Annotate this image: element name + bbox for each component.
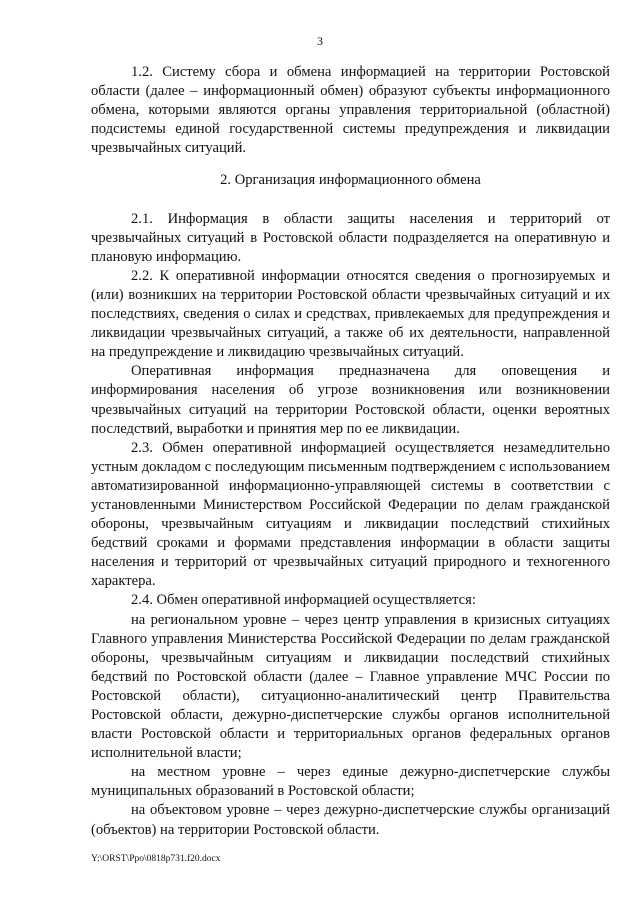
page-number: 3 — [317, 34, 323, 48]
paragraph-2-4: 2.4. Обмен оперативной информацией осуществляется: — [131, 592, 476, 609]
paragraph-2-2-operational: Оперативная информация предназначена для оповещения и информирования населения об угрозе возникновения или возникновении чрезвычайных ситуаций на территории Ростовской области, оценки вероятных последствий, выработки и принятия мер по ее ликвидации. — [91, 363, 610, 437]
paragraph-2-4-object: на объектовом уровне – через дежурно-диспетчерские службы организаций (объектов) на территории Ростовской области. — [91, 802, 610, 838]
document-body — [91, 63, 610, 840]
paragraph-2-4-local: на местном уровне – через единые дежурно-диспетчерские службы муниципальных образований в Ростовской области; — [91, 764, 610, 800]
paragraph-1-2: 1.2. Систему сбора и обмена информацией на территории Ростовской области (далее – информационный обмен) образуют субъекты информационного обмена, которыми являются органы управления территориальной (областной) подсистемы единой государственной системы предупреждения и ликвидации чрезвычайных ситуаций. — [91, 64, 610, 157]
paragraph-2-3: 2.3. Обмен оперативной информацией осуществляется незамедлительно устным докладом с последующим письменным подтверждением с использованием автоматизированной информационно-управляющей системы в соответствии с установленными Министерством Российской Федерации по делам гражданской обороны, чрезвычайным ситуациям и ликвидации последствий стихийных бедствий сроками и формами представления информации в области защиты населения и территорий от чрезвычайных ситуаций природного и техногенного характера. — [91, 439, 610, 590]
paragraph-2-2: 2.2. К оперативной информации относятся сведения о прогнозируемых и (или) возникших на территории Ростовской области чрезвычайных ситуаций и их последствиях, сведения о силах и средствах, привлекаемых для предупреждения и ликвидации чрезвычайных ситуаций, а также об их деятельности, направленной на предупреждение и ликвидацию чрезвычайных ситуаций. — [91, 267, 610, 361]
footer-file-path: Y:\ORST\Ppo\0818p731.f20.docx — [91, 854, 221, 864]
section-heading-2: 2. Организация информационного обмена — [220, 172, 481, 189]
paragraph-2-1: 2.1. Информация в области защиты населения и территорий от чрезвычайных ситуаций в Ростовской области подразделяется на оперативную и плановую информацию. — [91, 210, 610, 265]
paragraph-2-4-regional: на региональном уровне – через центр управления в кризисных ситуациях Главного управления Министерства Российской Федерации по делам гражданской обороны, чрезвычайным ситуациям и ликвидации последствий стихийных бедствий по Ростовской области (далее – Главное управление МЧС России по Ростовской области), ситуационно-аналитический центр Правительства Ростовской области, дежурно-диспетчерские службы органов исполнительной власти Ростовской области и территориальных органов федеральных органов исполнительной власти; — [91, 611, 610, 762]
